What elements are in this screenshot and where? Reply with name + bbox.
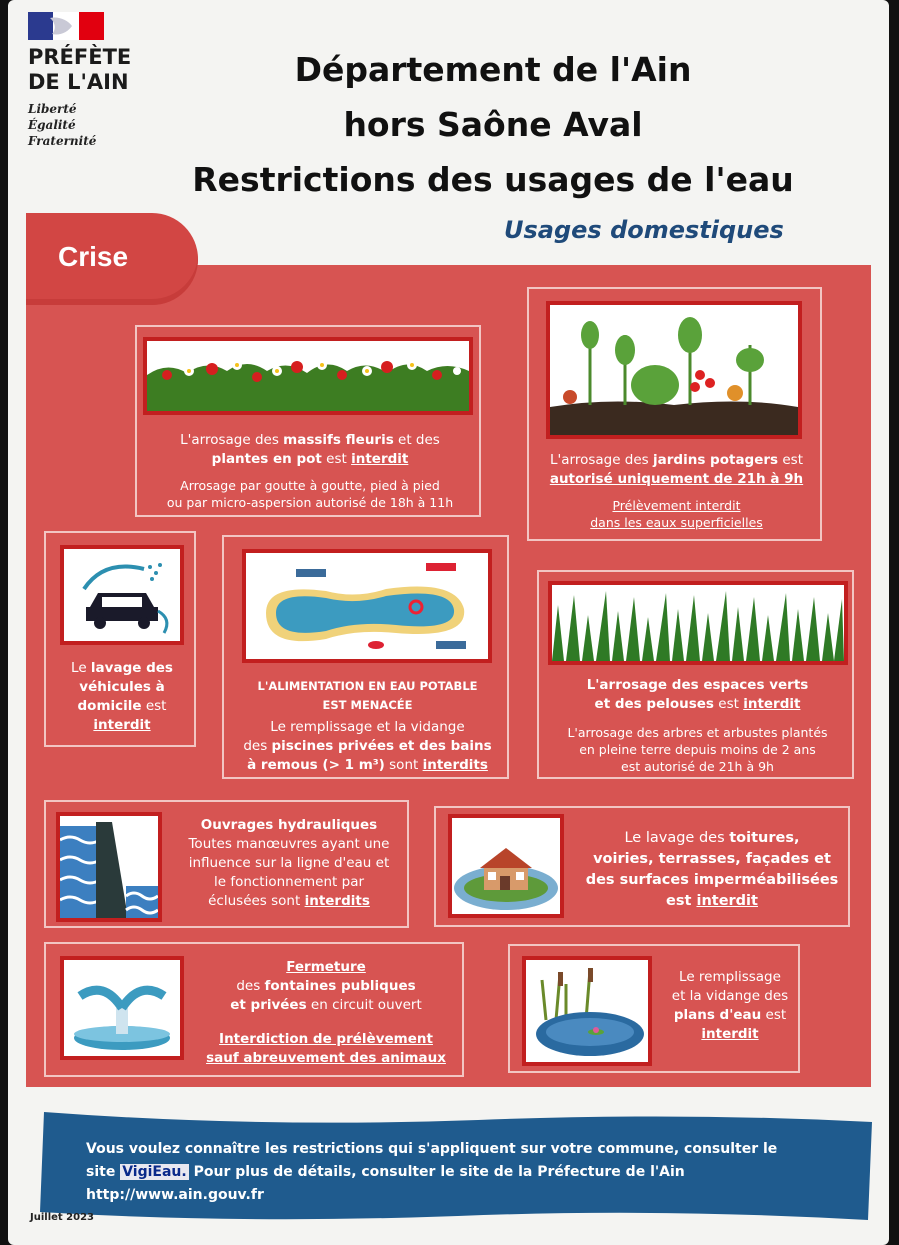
category-title: Usages domestiques	[504, 216, 784, 244]
card-swimming-pools	[222, 535, 509, 779]
pool-image	[242, 549, 492, 663]
prefecture-logo	[28, 12, 158, 149]
poster	[8, 0, 889, 1245]
card-green-spaces	[537, 570, 854, 779]
house-image	[448, 814, 564, 918]
potager-exception: Prélèvement interdit dans les eaux superficielles	[590, 498, 763, 530]
vegetable-garden-image	[546, 301, 802, 439]
card-fountains	[44, 942, 464, 1077]
grass-image	[548, 581, 848, 665]
car-wash-image	[60, 545, 184, 645]
lawn-text: L'arrosage des espaces verts et des pelouses est interdit	[586, 677, 809, 712]
card-hydraulic-works	[44, 800, 409, 928]
card-roofs-washing	[434, 806, 850, 927]
flower-text: L'arrosage des massifs fleuris et des plantes en pot est interdit	[180, 432, 440, 467]
page-title: Département de l'Ain hors Saône Aval Restrictions des usages de l'eau	[192, 50, 794, 199]
marianne-flag-icon	[28, 12, 104, 40]
dam-image	[56, 812, 162, 922]
ponds-text: Le remplissage et la vidange des plans d'eau est interdit	[671, 969, 789, 1042]
footer-text: Vous voulez connaître les restrictions qui s'appliquent sur votre commune, consulter le site VigiEau. Pour plus de détails, consulter le site de la Préfecture de l'Ain http://www.ain.gouv.fr	[86, 1138, 846, 1207]
card-ponds	[508, 944, 800, 1073]
publication-date: Juillet 2023	[30, 1212, 94, 1223]
level-badge: Crise	[26, 213, 198, 305]
fountain-exception: Interdiction de prélèvement sauf abreuvement des animaux	[206, 1031, 446, 1066]
fountain-text: Fermeture des fontaines publiques et privées en circuit ouvert	[230, 959, 422, 1013]
lawn-exception: L'arrosage des arbres et arbustes plantés en pleine terre depuis moins de 2 ans est autorisé de 21h à 9h	[567, 725, 828, 774]
vehicle-text: Le lavage des véhicules à domicile est interdit	[71, 660, 173, 733]
potager-text: L'arrosage des jardins potagers est autorisé uniquement de 21h à 9h	[549, 452, 804, 487]
pond-image	[522, 956, 652, 1066]
flower-bed-image	[143, 337, 473, 415]
logo-name: PRÉFÈTE DE L'AIN	[28, 45, 132, 94]
card-vegetable-gardens	[527, 287, 822, 541]
pool-text: Le remplissage et la vidange des piscines privées et des bains à remous (> 1 m³) sont interdits	[243, 719, 492, 773]
republic-motto: Liberté Égalité Fraternité	[28, 102, 97, 148]
hydro-text: Ouvrages hydrauliques Toutes manœuvres ayant une influence sur la ligne d'eau et le fonctionnement par éclusées sont interdits	[188, 817, 390, 909]
roofs-text: Le lavage des toitures, voiries, terrasses, façades et des surfaces imperméabilisées est interdit	[585, 830, 839, 909]
pool-alert: L'ALIMENTATION EN EAU POTABLE EST MENACÉE	[257, 679, 478, 712]
card-flower-beds	[135, 325, 481, 517]
card-vehicle-washing	[44, 531, 196, 747]
footer-banner	[38, 1108, 876, 1220]
prefecture-link[interactable]: http://www.ain.gouv.fr	[86, 1187, 264, 1203]
vigieau-link[interactable]: VigiEau.	[122, 1164, 187, 1180]
fountain-image	[60, 956, 184, 1060]
flower-exception: Arrosage par goutte à goutte, pied à pied ou par micro-aspersion autorisé de 18h à 11h	[166, 478, 454, 510]
